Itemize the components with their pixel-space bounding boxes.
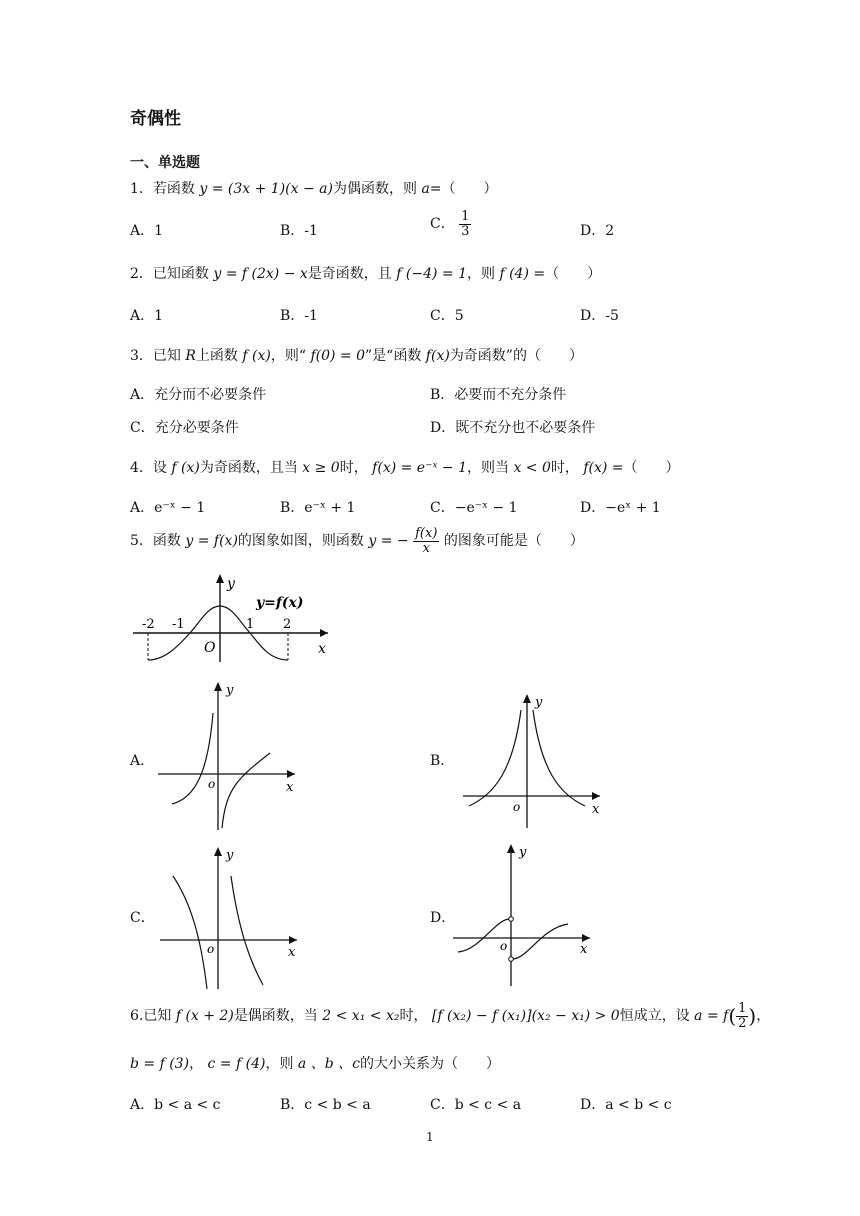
axis-x-label: x (592, 802, 600, 817)
axis-origin-label: o (207, 942, 215, 956)
q3-option-a: A．充分而不必要条件 (130, 387, 267, 403)
axis-x-label: x (288, 945, 296, 960)
q1-option-d: D．2 (580, 223, 615, 239)
axis-x-label: x (286, 780, 294, 795)
q6-option-d: D．a < b < c (580, 1097, 672, 1113)
q6-option-a: A．b < a < c (130, 1097, 221, 1113)
page-number: 1 (426, 1130, 434, 1144)
axis-origin-label: o (513, 800, 521, 814)
q5-option-c-graph (155, 843, 305, 993)
axis-y-label: y (519, 845, 527, 860)
graph-tick: 1 (246, 617, 255, 632)
q5-option-a-label: A． (130, 753, 155, 769)
question-6-line-2: b = f (3)， c = f (4)，则 a 、b 、c的大小关系为（ ） (130, 1056, 500, 1072)
axis-y-label: y (535, 695, 543, 710)
q5-option-d-graph (450, 840, 595, 990)
q1-option-c: C． $\frac{1}{3}$ (430, 209, 470, 239)
q2-option-a: A．1 (130, 308, 164, 324)
q1-option-a: A．1 (130, 223, 164, 239)
graph-tick: -1 (172, 617, 185, 632)
q3-option-c: C．充分必要条件 (130, 420, 239, 436)
question-1: 1．若函数 y = (3x + 1)(x − a)为偶函数，则 a=（ ） (130, 181, 498, 197)
axis-origin-label: o (500, 939, 508, 953)
axis-origin-label: o (208, 777, 216, 791)
question-2: 2．已知函数 y = f (2x) − x是奇函数，且 f (−4) = 1，则 f (4) =（ ） (130, 266, 602, 282)
axis-y-label: y (226, 683, 234, 698)
q4-option-a: A．e⁻ˣ − 1 (130, 500, 206, 516)
q2-option-d: D．-5 (580, 308, 619, 324)
graph-tick: 2 (283, 617, 292, 632)
q5-option-d-label: D． (430, 910, 456, 926)
q4-option-c: C．−e⁻ˣ − 1 (430, 500, 518, 516)
q6-option-b: B．c < b < a (280, 1097, 371, 1113)
q5-function-graph (128, 570, 338, 665)
axis-x-label: x (580, 942, 588, 957)
question-3: 3．已知 R上函数 f (x)，则“ f(0) = 0”是“函数 f(x)为奇函数”的（ ） (130, 348, 583, 364)
section-heading: 一、单选题 (130, 155, 200, 171)
q5-option-c-label: C． (130, 910, 155, 926)
axis-y-label: y (226, 848, 234, 863)
page-title: 奇偶性 (130, 109, 181, 129)
graph-tick: -2 (142, 617, 155, 632)
graph-x-label: x (318, 641, 326, 657)
question-4: 4．设 f (x)为奇函数，且当 x ≥ 0时， f(x) = e⁻ˣ − 1，则当 x < 0时， f(x) =（ ） (130, 460, 680, 476)
graph-curve-label: y=f(x) (256, 595, 304, 611)
q2-option-c: C．5 (430, 308, 464, 324)
q5-option-b-label: B． (430, 753, 455, 769)
q3-option-b: B．必要而不充分条件 (430, 387, 567, 403)
graph-origin-label: O (204, 640, 216, 656)
q6-option-c: C．b < c < a (430, 1097, 522, 1113)
question-5: 5．函数 y = f(x)的图象如图，则函数 y = − $\frac{f(x)}{x}$ 的图象可能是（ ） (130, 526, 584, 556)
q2-option-b: B．-1 (280, 308, 318, 324)
q4-option-b: B．e⁻ˣ + 1 (280, 500, 356, 516)
q4-option-d: D．−eˣ + 1 (580, 500, 661, 516)
graph-y-label: y (227, 576, 235, 592)
q5-option-b-graph (455, 690, 605, 830)
q5-option-a-graph (150, 678, 300, 833)
q1-option-b: B．-1 (280, 223, 318, 239)
q3-option-d: D．既不充分也不必要条件 (430, 420, 596, 436)
question-6: 6.已知 f (x + 2)是偶函数，当 2 < x₁ < x₂时， [f (x₂) − f (x₁)](x₂ − x₁) > 0恒成立，设 a = f( $\frac{1}{2}$ )， (130, 1001, 771, 1031)
